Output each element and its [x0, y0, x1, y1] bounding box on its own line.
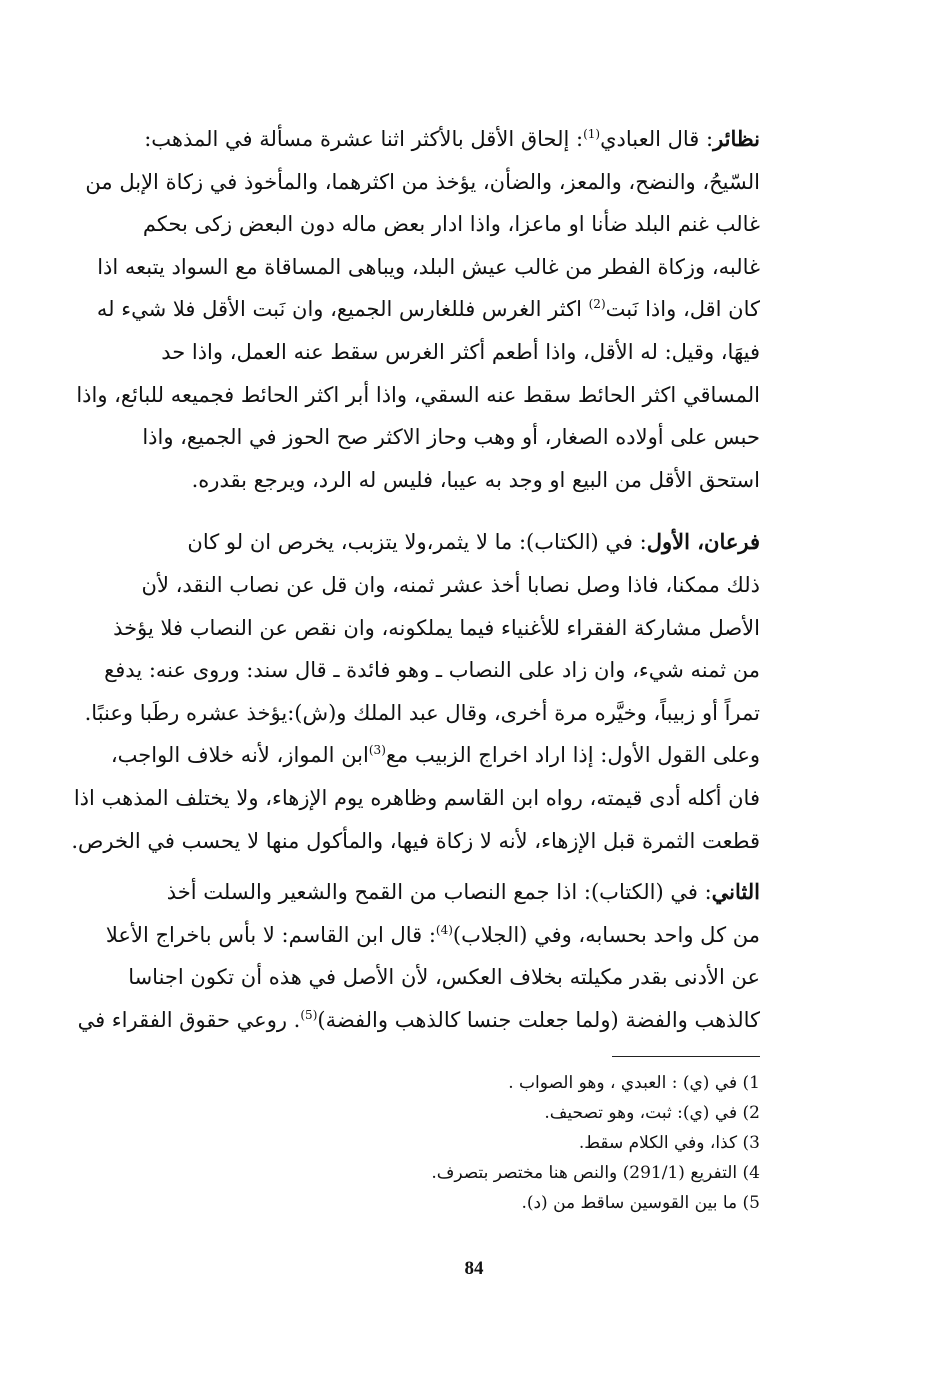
paragraph-lead: نظائر — [713, 126, 760, 151]
text-line: قطعت الثمرة قبل الإزهاء، لأنه لا زكاة فيها، والمأكول منها لا يحسب في الخرص. — [71, 828, 760, 853]
text-span: . روعي حقوق الفقراء في — [77, 1007, 301, 1032]
text-line: فيهَا، وقيل: له الأقل، واذا أطعم أكثر الغرس سقط عنه العمل، واذا حد — [161, 339, 760, 364]
text-line: تمراً أو زبيباً، وخيَّره مرة أخرى، وقال عبد الملك و(ش):يؤخذ عشره رطَبا وعنبًا. — [84, 700, 760, 725]
text-span: من كل واحد بحسابه، وفي (الجلاب) — [452, 922, 760, 947]
text-line: غالب غنم البلد ضأنا او ماعزا، واذا ادار بعض ماله دون البعض زكى بحكم — [142, 212, 760, 237]
text-line — [188, 521, 760, 564]
page-body — [71, 118, 760, 1279]
footnote-ref: (1) — [583, 127, 601, 141]
paragraph-lead: الثاني — [711, 879, 760, 905]
paragraph-nazair — [76, 118, 760, 501]
text-span: : في (الكتاب): اذا جمع النصاب من القمح والشعير والسلت أخذ — [166, 880, 712, 905]
text-line: السّيحُ، والنضح، والمعز، والضأن، يؤخذ من اكثرهما، والمأخوذ في زكاة الإبل من — [85, 169, 760, 194]
text-span: وعلى القول الأول: إذا اراد اخراج الزبيب مع — [385, 743, 760, 768]
text-line — [110, 734, 760, 777]
footnote-divider — [612, 1056, 760, 1057]
paragraph-second — [77, 871, 760, 1041]
text-span: اكثر الغرس فللغارس الجميع، وان نَبت الأقل فلا شيء له — [96, 297, 589, 322]
text-line — [105, 914, 760, 957]
text-span: كالذهب والفضة (ولما جعلت جنسا كالذهب والفضة) — [317, 1007, 760, 1032]
paragraph-farAan — [84, 521, 760, 734]
text-line — [96, 288, 760, 331]
text-line: من ثمنه شيء، وان زاد على النصاب ـ وهو فائدة ـ قال سند: وروى عنه: يدفع — [104, 658, 760, 683]
footnotes — [188, 1068, 760, 1218]
text-span: : قال العبادي — [600, 127, 714, 151]
text-line — [77, 999, 760, 1042]
text-line: المساقي اكثر الحائط سقط عنه السقي، واذا أبر اكثر الحائط فجميعه للبائع، واذا — [76, 382, 760, 407]
text-line: الأصل مشاركة الفقراء للأغنياء فيما يملكونه، وان نقص عن النصاب فلا يؤخذ — [113, 615, 760, 640]
page-number: 84 — [464, 1258, 484, 1279]
footnote-item: 3) كذا، وفي الكلام سقط. — [578, 1133, 760, 1153]
text-line: استحق الأقل من البيع او وجد به عيبا، فليس له الرد، ويرجع بقدره. — [191, 467, 760, 492]
text-line: فان أكله أدى قيمته، رواه ابن القاسم وظاهره يوم الإزهاء، ولا يختلف المذهب اذا — [73, 785, 760, 810]
footnote-item: 2) في (ي): ثبت، وهو تصحيف. — [544, 1103, 760, 1123]
text-span: : قال ابن القاسم: لا بأس باخراج الأعلا — [105, 922, 436, 947]
footnote-item: 5) ما بين القوسين ساقط من (د). — [521, 1193, 760, 1213]
text-line: ذلك ممكنا، فاذا وصل نصابا أخذ عشر ثمنه، وان قل عن نصاب النقد، لأن — [141, 572, 760, 597]
text-line — [144, 118, 760, 161]
footnote-ref: (3) — [368, 743, 386, 758]
footnote-ref: (5) — [300, 1007, 318, 1022]
text-span: : في (الكتاب): ما لا يثمر،ولا يتزبب، يخرص ان لو كان — [187, 530, 647, 555]
text-line — [166, 871, 760, 914]
paragraph-first-opinion — [71, 734, 760, 862]
text-span: ابن المواز، لأنه خلاف الواجب، — [110, 743, 369, 768]
text-line: عن الأدنى بقدر مكيلته بخلاف العكس، لأن الأصل في هذه أن تكون اجناسا — [128, 965, 760, 990]
text-span: كان اقل، واذا نَبت — [605, 297, 760, 322]
footnote-ref: (2) — [588, 297, 606, 312]
text-span: : إلحاق الأقل بالأكثر اثنا عشرة مسألة في المذهب: — [144, 127, 584, 151]
paragraph-lead: فرعان، الأول — [646, 529, 760, 555]
text-line: غالبه، وزكاة الفطر من غالب عيش البلد، ويباهى المساقاة مع السواد يتبعه اذا — [97, 254, 760, 279]
footnote-ref: (4) — [435, 922, 453, 937]
footnote-item: 1) في (ي) : العبدي ، وهو الصواب . — [508, 1073, 760, 1093]
footnote-item: 4) التفريع (291/1) والنص هنا مختصر بتصرف. — [431, 1163, 760, 1183]
text-line: حبس على أولاده الصغار، أو وهب وحاز الاكثر صح الحوز في الجميع، واذا — [142, 425, 760, 450]
